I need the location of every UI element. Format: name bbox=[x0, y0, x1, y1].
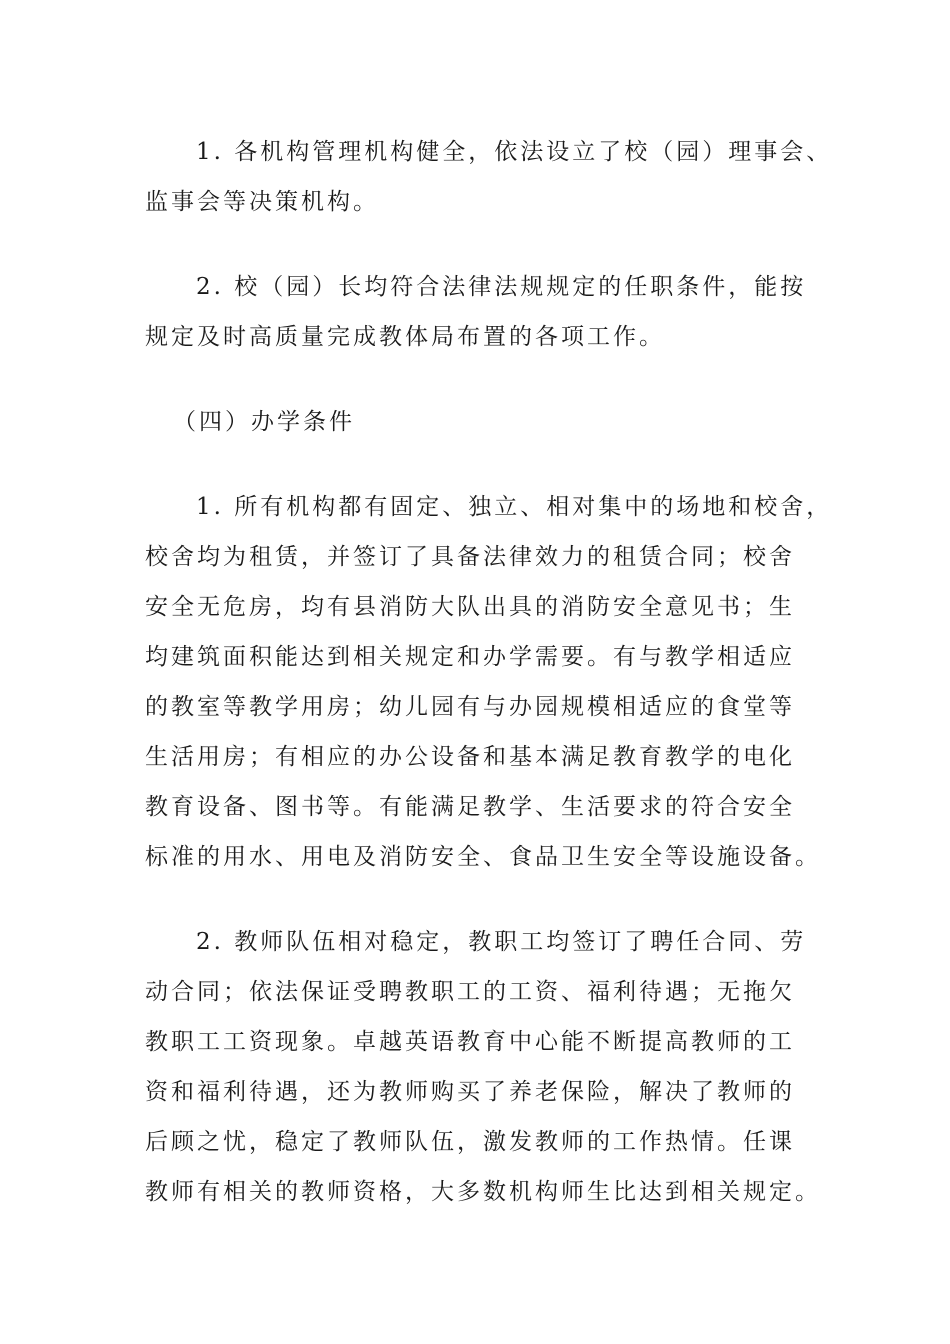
paragraph-line: 的教室等教学用房；幼儿园有与办园规模相适应的食堂等 bbox=[145, 694, 795, 720]
paragraph-line: 教职工工资现象。卓越英语教育中心能不断提高教师的工 bbox=[145, 1029, 795, 1055]
section-heading bbox=[145, 397, 810, 447]
paragraph-facilities bbox=[145, 482, 833, 882]
paragraph-line: 校舍均为租赁，并签订了具备法律效力的租赁合同；校舍 bbox=[145, 544, 795, 570]
paragraph-line: 安全无危房，均有县消防大队出具的消防安全意见书；生 bbox=[145, 594, 795, 620]
paragraph-line: 2. 校（园）长均符合法律法规规定的任职条件，能按 bbox=[196, 274, 807, 300]
paragraph-line: 规定及时高质量完成教体局布置的各项工作。 bbox=[145, 324, 665, 350]
section-heading-text: （四）办学条件 bbox=[173, 409, 355, 435]
paragraph-line: 1. 各机构管理机构健全，依法设立了校（园）理事会、 bbox=[196, 139, 833, 165]
paragraph-line: 教师有相关的教师资格，大多数机构师生比达到相关规定。 bbox=[145, 1179, 821, 1205]
paragraph-line: 标准的用水、用电及消防安全、食品卫生安全等设施设备。 bbox=[145, 844, 821, 870]
paragraph-line: 生活用房；有相应的办公设备和基本满足教育教学的电化 bbox=[145, 744, 795, 770]
paragraph-line: 2. 教师队伍相对稳定，教职工均签订了聘任合同、劳 bbox=[196, 929, 807, 955]
paragraph-principal bbox=[145, 262, 810, 362]
paragraph-line: 1. 所有机构都有固定、独立、相对集中的场地和校舍， bbox=[196, 494, 833, 520]
paragraph-line: 监事会等决策机构。 bbox=[145, 189, 379, 215]
paragraph-line: 动合同；依法保证受聘教职工的工资、福利待遇；无拖欠 bbox=[145, 979, 795, 1005]
paragraph-line: 后顾之忧，稳定了教师队伍，激发教师的工作热情。任课 bbox=[145, 1129, 795, 1155]
paragraph-line: 教育设备、图书等。有能满足教学、生活要求的符合安全 bbox=[145, 794, 795, 820]
paragraph-line: 均建筑面积能达到相关规定和办学需要。有与教学相适应 bbox=[145, 644, 795, 670]
paragraph-governance bbox=[145, 127, 833, 227]
paragraph-teachers bbox=[145, 917, 821, 1217]
paragraph-line: 资和福利待遇，还为教师购买了养老保险，解决了教师的 bbox=[145, 1079, 795, 1105]
